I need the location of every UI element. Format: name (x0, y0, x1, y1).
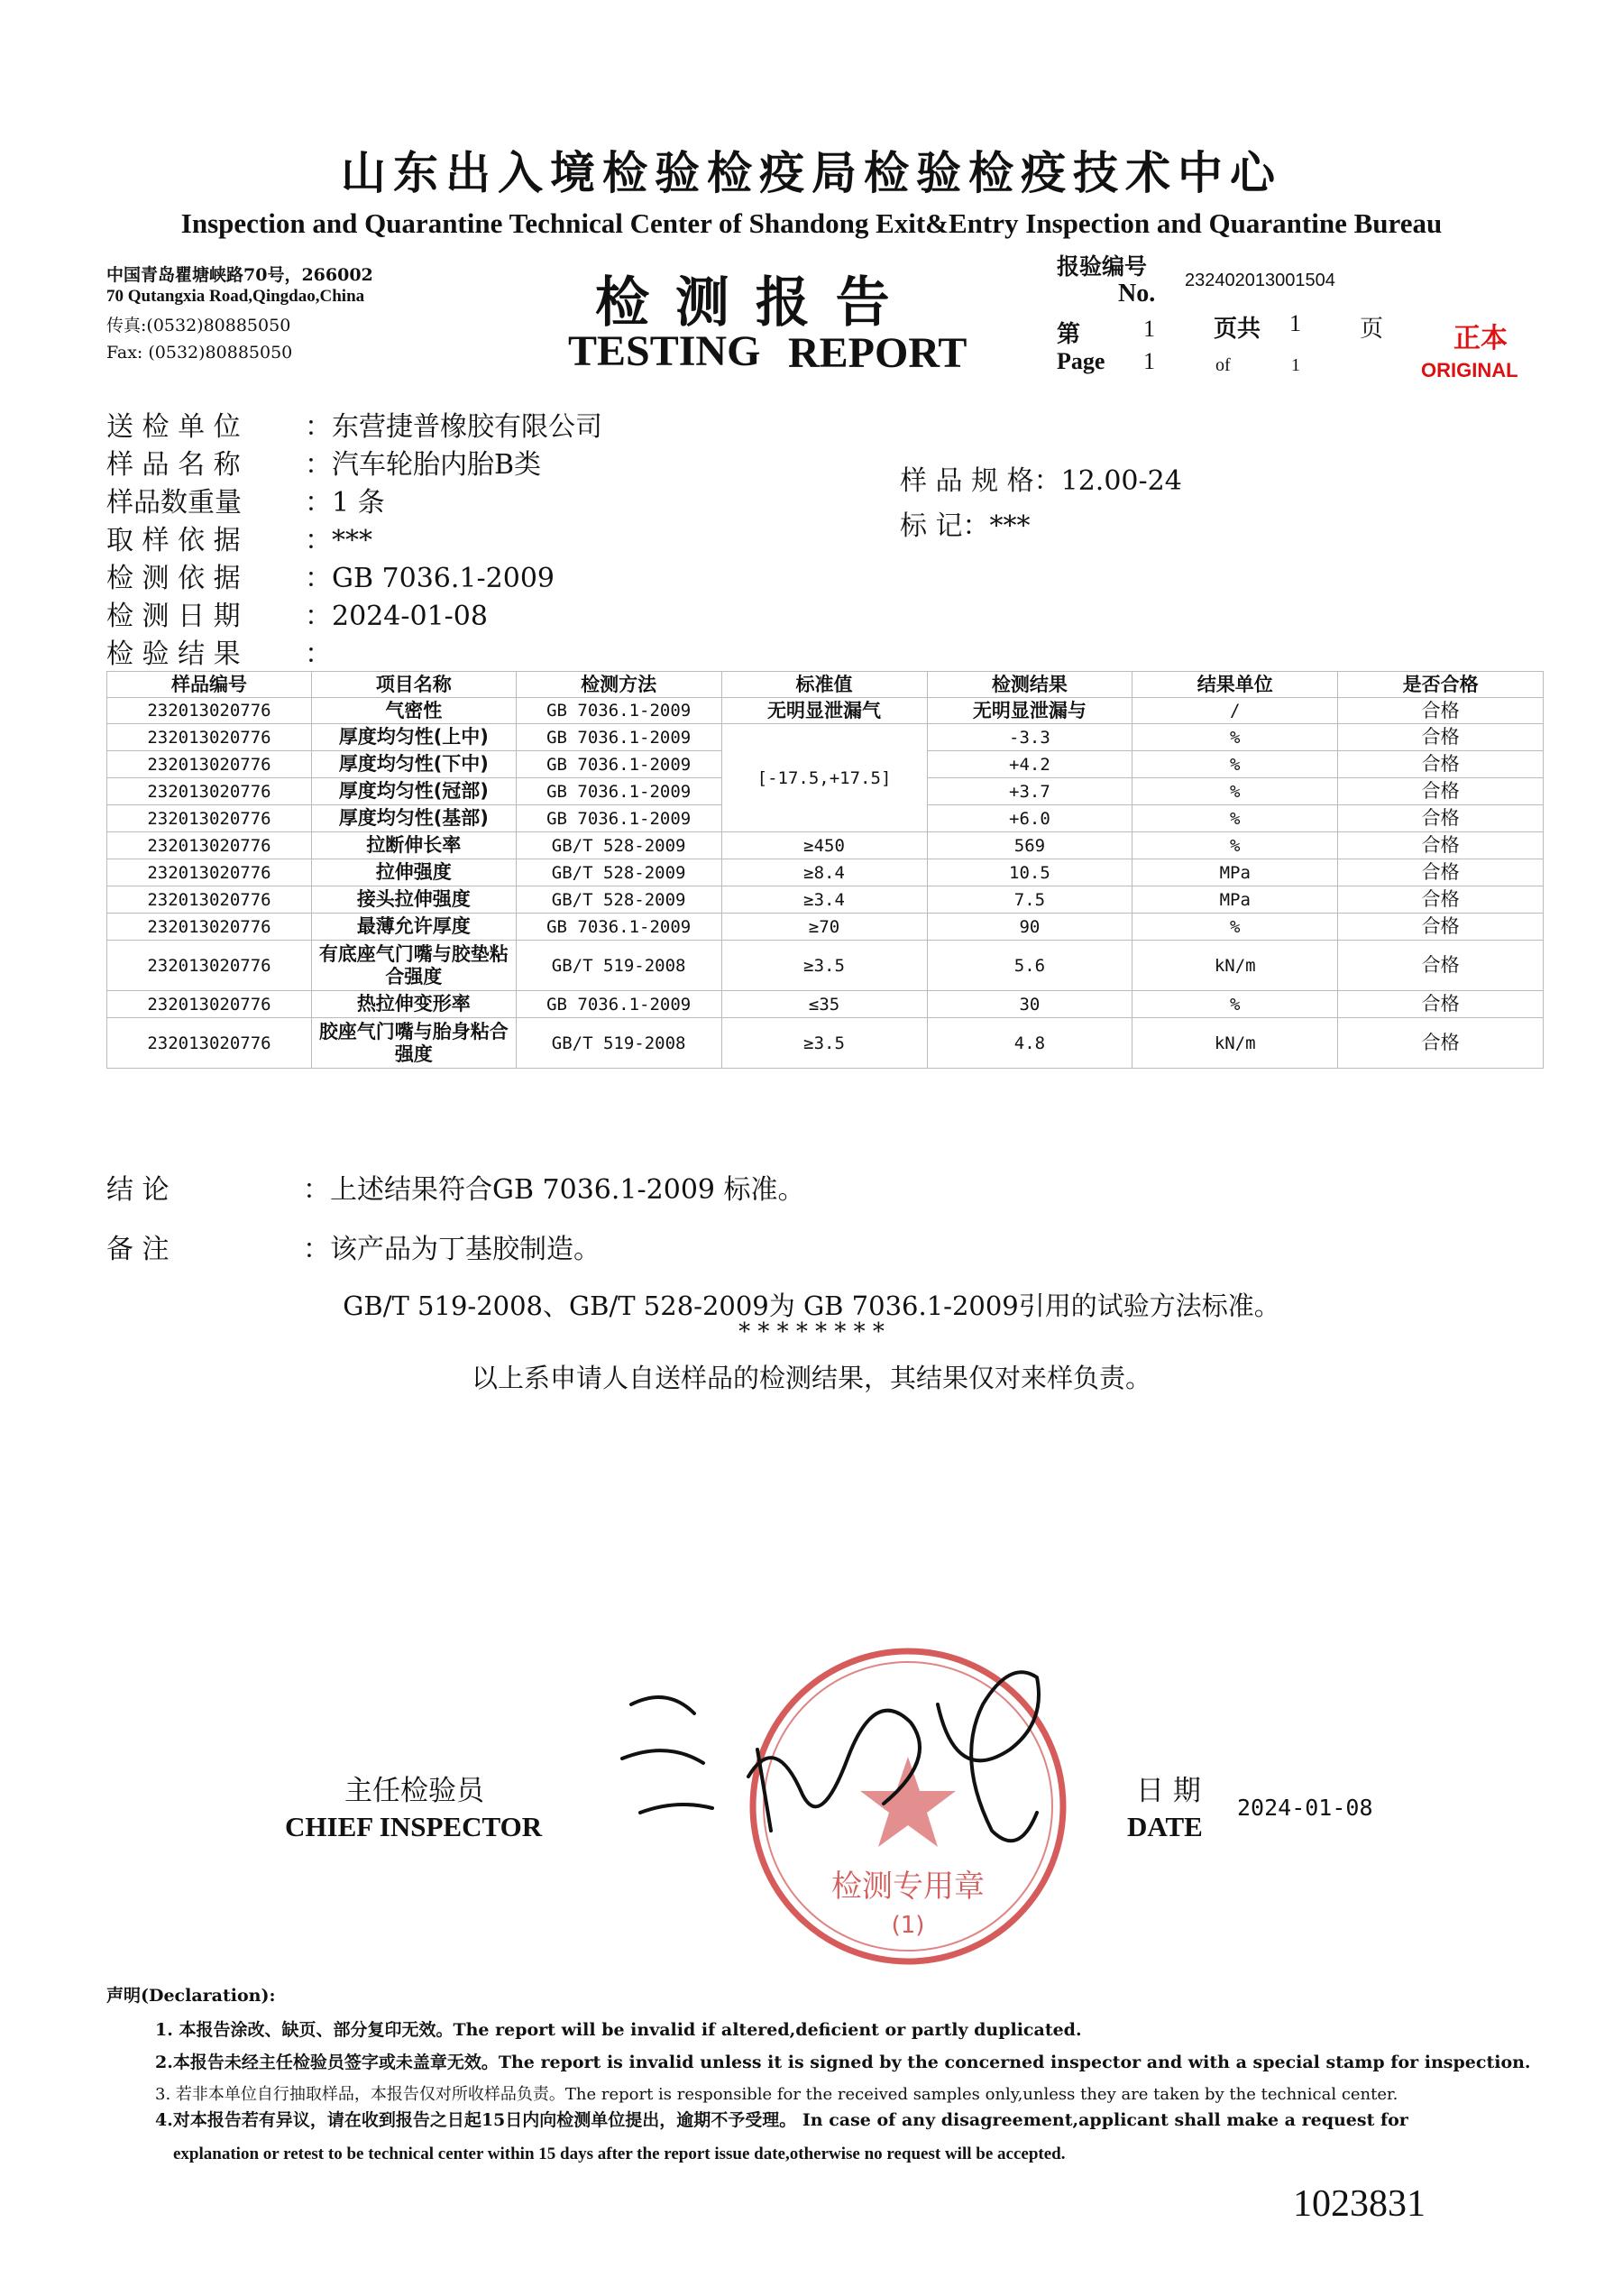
cell-item: 厚度均匀性(上中) (311, 724, 516, 751)
sender-row (106, 404, 602, 444)
table-header-cell: 结果单位 (1132, 672, 1338, 698)
tel-line: 传真:(0532)80885050 (106, 316, 291, 335)
table-body (107, 698, 1544, 1069)
table-row (107, 698, 1544, 724)
page-cn-total: 1 (1289, 310, 1301, 336)
chief-inspector-en: CHIEF INSPECTOR (285, 1811, 543, 1842)
cell-method: GB/T 519-2008 (516, 941, 721, 991)
cell-method: GB/T 528-2009 (516, 886, 721, 914)
cell-no: 232013020776 (107, 1018, 312, 1069)
cell-result: 569 (927, 832, 1132, 859)
cell-method: GB 7036.1-2009 (516, 991, 721, 1018)
cell-result: 90 (927, 914, 1132, 941)
quantity-row (106, 480, 385, 519)
test-basis-label: 检 测 依 据 (106, 563, 241, 594)
cell-method: GB 7036.1-2009 (516, 751, 721, 778)
stars-line: * * * * * * * * (738, 1318, 885, 1345)
cell-method: GB 7036.1-2009 (516, 698, 721, 724)
cell-no: 232013020776 (107, 941, 312, 991)
table-header-cell: 项目名称 (311, 672, 516, 698)
cell-unit: % (1132, 805, 1338, 832)
report-no-label-en: No. (1118, 280, 1156, 308)
cell-pass: 合格 (1338, 914, 1544, 941)
original-mark-cn: 正本 (1453, 324, 1508, 354)
method-note: GB/T 519-2008、GB/T 528-2009为 GB 7036.1-2009引用的试验方法标准。 (343, 1290, 1280, 1321)
sampling-basis-label: 取 样 依 据 (106, 525, 241, 556)
cell-item: 厚度均匀性(冠部) (311, 778, 516, 805)
table-row (107, 914, 1544, 941)
conclusion-row (106, 1167, 805, 1207)
spec-label: 样 品 规 格 (900, 465, 1034, 497)
cell-method: GB/T 528-2009 (516, 859, 721, 886)
table-header-cell: 标准值 (721, 672, 927, 698)
table-header-cell: 是否合格 (1338, 672, 1544, 698)
remark-text: ：该产品为丁基胶制造。 (303, 1234, 601, 1265)
cell-item: 厚度均匀性(下中) (311, 751, 516, 778)
cell-unit: % (1132, 991, 1338, 1018)
cell-no: 232013020776 (107, 859, 312, 886)
cell-standard: ≥3.5 (721, 1018, 927, 1069)
sample-name-value: ：汽车轮胎内胎B类 (305, 449, 542, 481)
report-title-en-1: TESTING (568, 327, 761, 375)
cell-unit: % (1132, 914, 1338, 941)
page-cn-number: 1 (1143, 316, 1155, 342)
cell-pass: 合格 (1338, 941, 1544, 991)
sign-date: 2024-01-08 (1237, 1795, 1373, 1821)
spec-value: ：12.00-24 (1033, 465, 1182, 497)
fax-line: Fax: (0532)80885050 (106, 343, 293, 363)
cell-pass: 合格 (1338, 991, 1544, 1018)
original-mark-en: ORIGINAL (1421, 359, 1518, 381)
cell-standard: ≥70 (721, 914, 927, 941)
cell-no: 232013020776 (107, 886, 312, 914)
quantity-label: 样品数重量 (106, 487, 242, 519)
remark-label: 备 注 (106, 1234, 170, 1265)
cell-item: 有底座气门嘴与胶垫粘合强度 (311, 941, 516, 991)
cell-standard: 无明显泄漏气 (721, 698, 927, 724)
cell-standard: ≥8.4 (721, 859, 927, 886)
cell-unit: / (1132, 698, 1338, 724)
table-header-row (107, 672, 1544, 698)
report-title-en-2: REPORT (788, 329, 967, 377)
address-en: 70 Qutangxia Road,Qingdao,China (106, 287, 365, 306)
cell-result: 5.6 (927, 941, 1132, 991)
address-cn: 中国青岛瞿塘峡路70号，266002 (106, 265, 373, 285)
cell-pass: 合格 (1338, 778, 1544, 805)
cell-standard: ≥450 (721, 832, 927, 859)
table-row (107, 724, 1544, 751)
cell-result: -3.3 (927, 724, 1132, 751)
cell-result: +3.7 (927, 778, 1132, 805)
sample-name-label: 样 品 名 称 (106, 449, 241, 481)
page-cn-suffix: 页 (1360, 316, 1384, 343)
cell-no: 232013020776 (107, 724, 312, 751)
cell-pass: 合格 (1338, 832, 1544, 859)
cell-no: 232013020776 (107, 991, 312, 1018)
cell-method: GB/T 519-2008 (516, 1018, 721, 1069)
cell-no: 232013020776 (107, 751, 312, 778)
result-row (106, 631, 332, 671)
cell-no: 232013020776 (107, 778, 312, 805)
cell-result: 4.8 (927, 1018, 1132, 1069)
cell-no: 232013020776 (107, 698, 312, 724)
serial-number: 1023831 (1293, 2183, 1426, 2225)
cell-result: +6.0 (927, 805, 1132, 832)
remark-row (106, 1226, 601, 1266)
table-row (107, 1018, 1544, 1069)
cell-result: 无明显泄漏与 (927, 698, 1132, 724)
cell-no: 232013020776 (107, 914, 312, 941)
cell-item: 拉伸强度 (311, 859, 516, 886)
cell-no: 232013020776 (107, 832, 312, 859)
cell-pass: 合格 (1338, 1018, 1544, 1069)
cell-pass: 合格 (1338, 724, 1544, 751)
cell-result: 7.5 (927, 886, 1132, 914)
sampling-basis-row (106, 518, 372, 557)
cell-method: GB/T 528-2009 (516, 832, 721, 859)
cell-pass: 合格 (1338, 859, 1544, 886)
cell-item: 胶座气门嘴与胎身粘合强度 (311, 1018, 516, 1069)
center-title-cn: 山东出入境检验检疫局检验检疫技术中心 (341, 146, 1282, 199)
cell-method: GB 7036.1-2009 (516, 914, 721, 941)
page-en-prefix: Page (1057, 348, 1105, 374)
page-en-of: of (1215, 355, 1231, 375)
date-label-cn: 日 期 (1136, 1775, 1201, 1807)
result-colon: ： (305, 638, 332, 670)
result-label: 检 验 结 果 (106, 638, 241, 670)
cell-method: GB 7036.1-2009 (516, 724, 721, 751)
page-en-number: 1 (1143, 348, 1155, 374)
sampling-basis-value: ：*** (305, 525, 372, 556)
declaration-title: 声明(Declaration): (106, 1986, 276, 2006)
cell-result: +4.2 (927, 751, 1132, 778)
table-row (107, 991, 1544, 1018)
cell-pass: 合格 (1338, 751, 1544, 778)
inspector-signature (613, 1650, 1082, 1858)
table-header-cell: 检测方法 (516, 672, 721, 698)
cell-pass: 合格 (1338, 886, 1544, 914)
conclusion-text: ：上述结果符合GB 7036.1-2009 标准。 (303, 1174, 805, 1206)
table-row (107, 941, 1544, 991)
cell-no: 232013020776 (107, 805, 312, 832)
disclaimer-line: 以上系申请人自送样品的检测结果，其结果仅对来样负责。 (471, 1363, 1151, 1393)
report-no-label-cn: 报验编号 (1057, 253, 1148, 280)
cell-pass: 合格 (1338, 805, 1544, 832)
date-label-en: DATE (1127, 1811, 1203, 1842)
cell-pass: 合格 (1338, 698, 1544, 724)
center-title-en: Inspection and Quarantine Technical Center of Shandong Exit&Entry Inspection and Quarantine Bureau (180, 207, 1443, 239)
table-header-cell: 检测结果 (927, 672, 1132, 698)
sender-value: ：东营捷普橡胶有限公司 (305, 411, 602, 443)
mark-value: ：*** (962, 510, 1031, 542)
test-date-label: 检 测 日 期 (106, 601, 241, 632)
cell-unit: kN/m (1132, 1018, 1338, 1069)
cell-standard: ≤35 (721, 991, 927, 1018)
sender-label: 送 检 单 位 (106, 411, 241, 443)
cell-unit: MPa (1132, 859, 1338, 886)
chief-inspector-cn: 主任检验员 (344, 1775, 484, 1807)
table-row (107, 859, 1544, 886)
cell-item: 热拉伸变形率 (311, 991, 516, 1018)
cell-result: 30 (927, 991, 1132, 1018)
page-en-total: 1 (1291, 355, 1300, 375)
test-date-value: ：2024-01-08 (305, 601, 488, 632)
cell-standard: ≥3.4 (721, 886, 927, 914)
mark-label: 标 记 (900, 510, 963, 542)
conclusion-label: 结 论 (106, 1174, 170, 1206)
report-no: 232402013001504 (1185, 271, 1335, 290)
report-title-cn: 检 测 报 告 (595, 271, 894, 335)
cell-unit: MPa (1132, 886, 1338, 914)
mark-row (900, 503, 1031, 543)
cell-item: 拉断伸长率 (311, 832, 516, 859)
test-basis-value: ：GB 7036.1-2009 (305, 563, 555, 594)
results-table (106, 671, 1544, 1069)
cell-unit: % (1132, 751, 1338, 778)
stamp-text: 检测专用章 (831, 1869, 985, 1905)
cell-method: GB 7036.1-2009 (516, 805, 721, 832)
cell-unit: % (1132, 778, 1338, 805)
cell-item: 气密性 (311, 698, 516, 724)
stamp-sub-text: (1) (891, 1912, 925, 1939)
page-cn-total-label: 页共 (1214, 316, 1261, 343)
cell-item: 最薄允许厚度 (311, 914, 516, 941)
test-date-row (106, 593, 488, 633)
table-row (107, 832, 1544, 859)
cell-item: 厚度均匀性(基部) (311, 805, 516, 832)
declaration-item-4: 4.对本报告若有异议，请在收到报告之日起15日内向检测单位提出，逾期不予受理。 In case of any disagreement,applicant shall make a request for (155, 2110, 1408, 2130)
page-cn-prefix: 第 (1057, 321, 1081, 348)
declaration-item-1: 1. 本报告涂改、缺页、部分复印无效。The report will be invalid if altered,deficient or partly duplicated. (155, 2020, 1082, 2040)
declaration-item-3: 3. 若非本单位自行抽取样品，本报告仅对所收样品负责。The report is responsible for the received samples only,unless they are taken by the technical center. (155, 2085, 1398, 2104)
spec-row (900, 458, 1182, 498)
cell-unit: % (1132, 832, 1338, 859)
cell-standard-merged: [-17.5,+17.5] (721, 724, 927, 832)
cell-unit: % (1132, 724, 1338, 751)
table-row (107, 886, 1544, 914)
cell-method: GB 7036.1-2009 (516, 778, 721, 805)
cell-result: 10.5 (927, 859, 1132, 886)
quantity-value: ：1 条 (305, 487, 385, 519)
cell-standard: ≥3.5 (721, 941, 927, 991)
declaration-item-2: 2.本报告未经主任检验员签字或未盖章无效。The report is invalid unless it is signed by the concerned inspector and with a special stamp for inspection. (155, 2053, 1531, 2072)
sample-name-row (106, 442, 541, 482)
cell-unit: kN/m (1132, 941, 1338, 991)
cell-item: 接头拉伸强度 (311, 886, 516, 914)
table-header-cell: 样品编号 (107, 672, 312, 698)
declaration-item-4-cont: explanation or retest to be technical center within 15 days after the report issue date,otherwise no request will be accepted. (173, 2144, 1066, 2163)
test-basis-row (106, 556, 555, 595)
